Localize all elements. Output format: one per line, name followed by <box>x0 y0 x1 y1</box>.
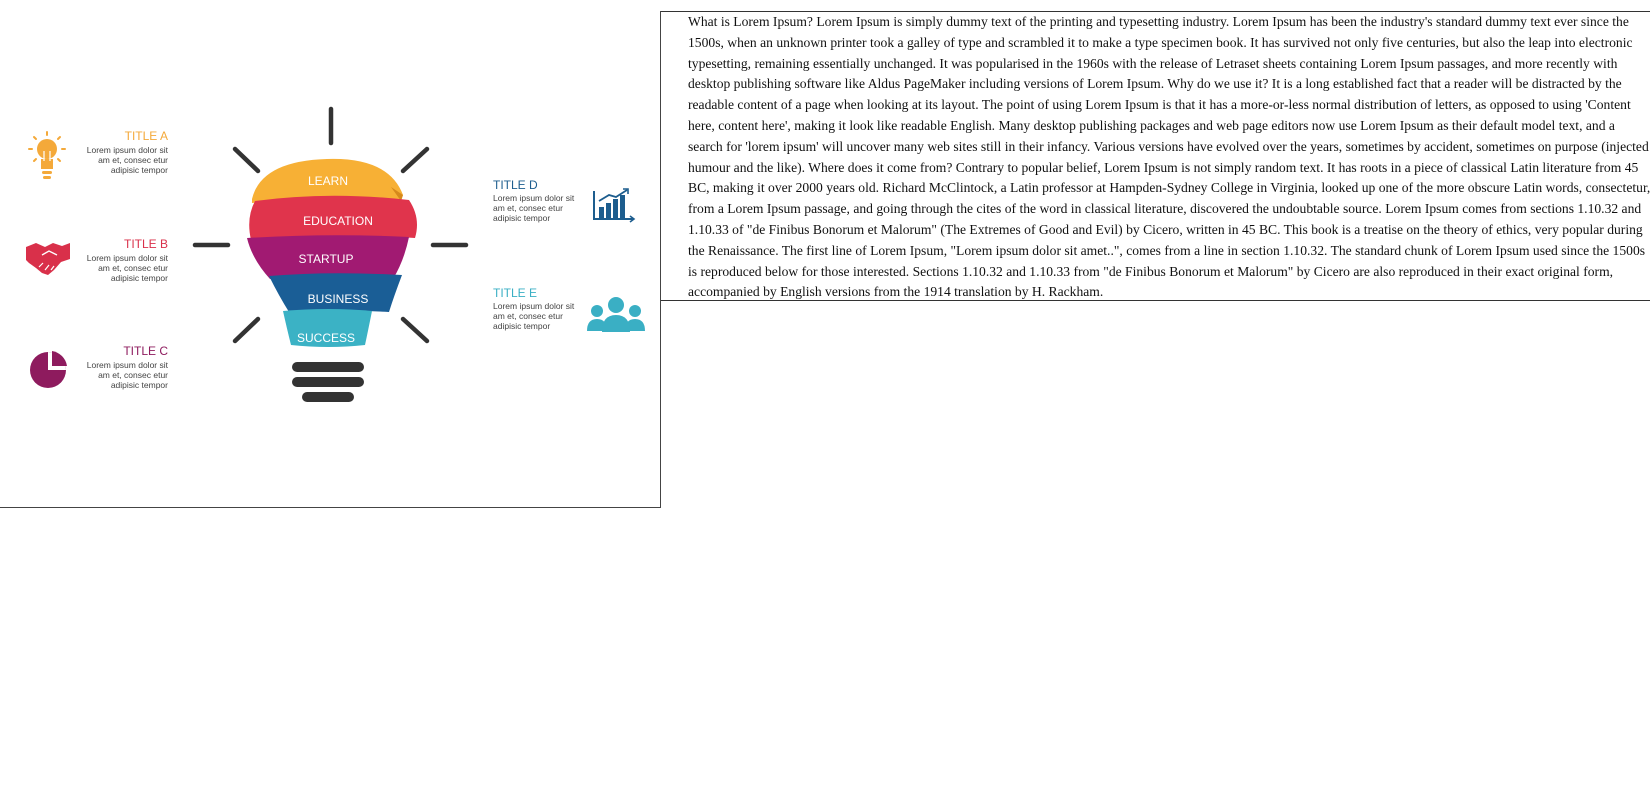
item-d <box>493 178 634 223</box>
layer-label-startup: STARTUP <box>298 252 354 266</box>
article-paragraph: What is Lorem Ipsum? Lorem Ipsum is simply dummy text of the printing and typesetting industry. Lorem Ipsum has been the industry's standard dummy text ever since the 1500s, when an unknown printer took a galley of type and scrambled it to make a type specimen book. It has survived not only five centuries, but also the leap into electronic typesetting, remaining essentially unchanged. It was popularised in the 1960s with the release of Letraset sheets containing Lorem Ipsum passages, and more recently with desktop publishing software like Aldus PageMaker including versions of Lorem Ipsum. Why do we use it? It is a long established fact that a reader will be distracted by the readable content of a page when looking at its layout. The point of using Lorem Ipsum is that it has a more-or-less normal distribution of letters, as opposed to using 'Content here, content here', making it look like readable English. Many desktop publishing packages and web page editors now use Lorem Ipsum as their default model text, and a search for 'lorem ipsum' will uncover many web sites still in their infancy. Various versions have evolved over the years, sometimes by accident, sometimes on purpose (injected humour and the like). Where does it come from? Contrary to popular belief, Lorem Ipsum is not simply random text. It has roots in a piece of classical Latin literature from 45 BC, making it over 2000 years old. Richard McClintock, a Latin professor at Hampden-Sydney College in Virginia, looked up one of the more obscure Latin words, consectetur, from a Lorem Ipsum passage, and going through the cites of the word in classical literature, discovered the undoubtable source. Lorem Ipsum comes from sections 1.10.32 and 1.10.33 of "de Finibus Bonorum et Malorum" (The Extremes of Good and Evil) by Cicero, written in 45 BC. This book is a treatise on the theory of ethics, very popular during the Renaissance. The first line of Lorem Ipsum, "Lorem ipsum dolor sit amet..", comes from a line in section 1.10.32. The standard chunk of Lorem Ipsum used since the 1500s is reproduced below for those interested. Sections 1.10.32 and 1.10.33 from "de Finibus Bonorum et Malorum" by Cicero are also reproduced in their exact original form, accompanied by English versions from the 1914 translation by H. Rackham. <box>688 14 1650 300</box>
layer-label-business: BUSINESS <box>307 292 369 306</box>
ray-bottom-right <box>403 319 427 341</box>
desc-e-line-3: adipisic tempor <box>493 321 551 331</box>
bar-chart-icon <box>594 189 634 222</box>
ray-top-left <box>235 149 258 171</box>
item-a <box>29 129 169 179</box>
desc-d-line-2: am et, consec etur <box>493 203 563 213</box>
desc-b-line-3: adipisic tempor <box>110 273 168 283</box>
desc-e-line-2: am et, consec etur <box>493 311 563 321</box>
item-c <box>30 344 169 390</box>
people-icon <box>587 297 645 332</box>
desc-d-line-1: Lorem ipsum dolor sit <box>493 193 575 203</box>
bulb-base <box>292 362 364 402</box>
desc-a-line-3: adipisic tempor <box>110 165 168 175</box>
ray-top-right <box>403 149 427 171</box>
ray-bottom-left <box>235 319 258 341</box>
title-d: TITLE D <box>493 178 538 192</box>
pie-chart-icon <box>30 351 67 388</box>
title-a: TITLE A <box>124 129 168 143</box>
desc-e-line-1: Lorem ipsum dolor sit <box>493 301 575 311</box>
desc-c-line-3: adipisic tempor <box>110 380 168 390</box>
base-ring-2 <box>292 377 364 387</box>
desc-c-line-2: am et, consec etur <box>98 370 168 380</box>
desc-c-line-1: Lorem ipsum dolor sit <box>86 360 168 370</box>
handshake-icon <box>26 243 70 275</box>
title-b: TITLE B <box>123 237 168 251</box>
lightbulb-infographic <box>0 11 661 508</box>
title-c: TITLE C <box>123 344 168 358</box>
lightbulb-icon <box>29 132 65 179</box>
desc-b-line-1: Lorem ipsum dolor sit <box>86 253 168 263</box>
item-e <box>493 286 645 332</box>
text-panel <box>661 11 1650 301</box>
desc-b-line-2: am et, consec etur <box>98 263 168 273</box>
layer-label-education: EDUCATION <box>303 214 373 228</box>
desc-a-line-2: am et, consec etur <box>98 155 168 165</box>
layer-label-success: SUCCESS <box>296 331 356 345</box>
base-ring-1 <box>292 362 364 372</box>
base-ring-3 <box>302 392 354 402</box>
desc-a-line-1: Lorem ipsum dolor sit <box>86 145 168 155</box>
layer-label-learn: LEARN <box>307 174 349 188</box>
infographic-image <box>0 11 661 508</box>
desc-d-line-3: adipisic tempor <box>493 213 551 223</box>
item-b <box>26 237 169 283</box>
title-e: TITLE E <box>493 286 538 300</box>
